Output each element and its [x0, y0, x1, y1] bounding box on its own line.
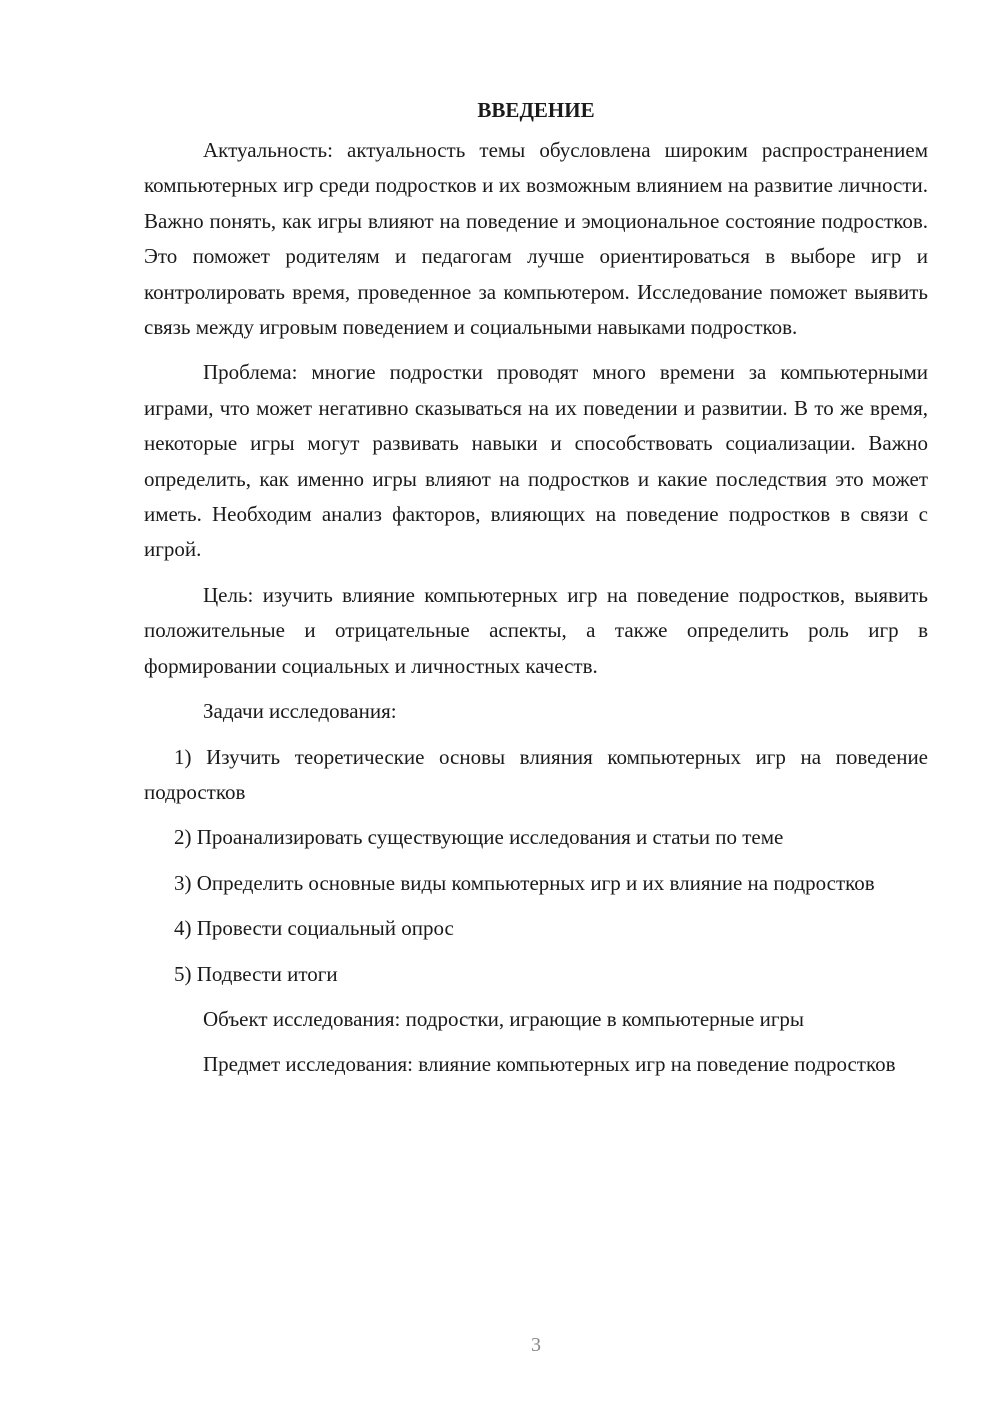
- problem-paragraph: Проблема: многие подростки проводят много времени за компьютерными играми, что может негативно сказываться на их поведении и развитии. В то же время, некоторые игры могут развивать навыки и способствовать социализации. Важно определить, как именно игры влияют на подростков и какие последствия это может иметь. Необходим анализ факторов, влияющих на поведение подростков в связи с игрой.: [144, 360, 928, 562]
- tasks-heading: Задачи исследования:: [203, 699, 397, 724]
- relevance-paragraph: Актуальность: актуальность темы обусловлена широким распространением компьютерных игр среди подростков и их возможным влиянием на развитие личности. Важно понять, как игры влияют на поведение и эмоциональное состояние подростков. Это поможет родителям и педагогам лучше ориентироваться в выборе игр и контролировать время, проведенное за компьютером. Исследование поможет выявить связь между игровым поведением и социальными навыками подростков.: [144, 138, 928, 340]
- section-heading: ВВЕДЕНИЕ: [477, 98, 595, 122]
- task-item-3: 3) Определить основные виды компьютерных игр и их влияние на подростков: [174, 870, 875, 895]
- task-item-2: 2) Проанализировать существующие исследования и статьи по теме: [174, 825, 784, 850]
- goal-paragraph: Цель: изучить влияние компьютерных игр на поведение подростков, выявить положительные и отрицательные аспекты, а также определить роль игр в формировании социальных и личностных качеств.: [144, 582, 928, 678]
- page-content: [144, 96, 928, 1093]
- subject-paragraph: Предмет исследования: влияние компьютерных игр на поведение подростков: [203, 1052, 896, 1077]
- object-paragraph: Объект исследования: подростки, играющие в компьютерные игры: [203, 1006, 805, 1031]
- task-item-5: 5) Подвести итоги: [174, 961, 338, 986]
- task-item-1: 1) Изучить теоретические основы влияния компьютерных игр на поведение подростков: [144, 744, 928, 804]
- task-item-4: 4) Провести социальный опрос: [174, 916, 454, 941]
- page-number: 3: [531, 1334, 541, 1356]
